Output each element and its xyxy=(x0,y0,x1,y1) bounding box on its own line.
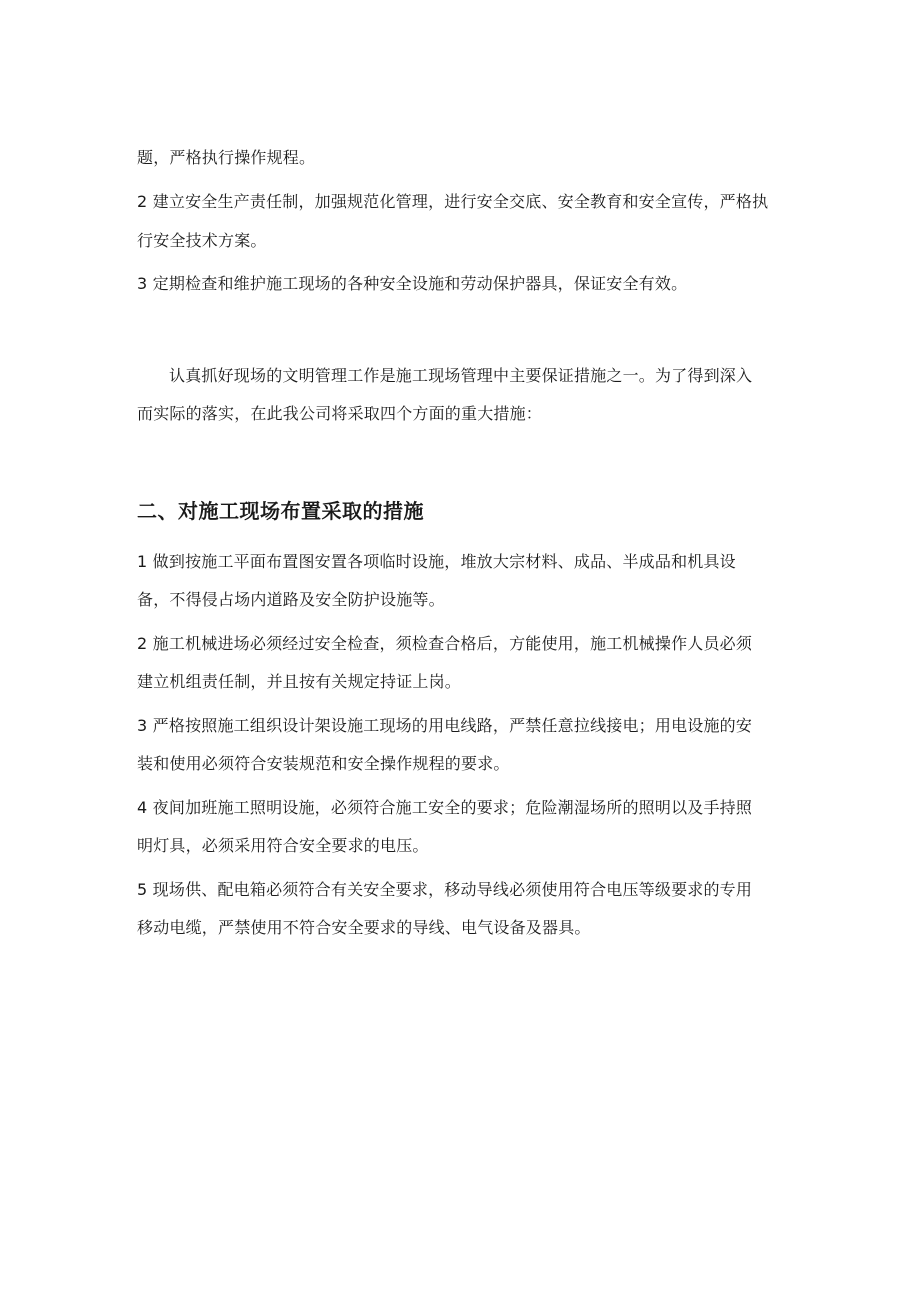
measure-item-2-line-1: 2 施工机械进场必须经过安全检查，须检查合格后，方能使用，施工机械操作人员必须 xyxy=(137,634,753,653)
intro-paragraph-line-2: 而实际的落实，在此我公司将采取四个方面的重大措施： xyxy=(137,404,543,423)
paragraph-continuation: 题，严格执行操作规程。 xyxy=(137,148,316,167)
measure-item-5-line-2: 移动电缆，严禁使用不符合安全要求的导线、电气设备及器具。 xyxy=(137,918,591,937)
measure-item-4-line-2: 明灯具，必须采用符合安全要求的电压。 xyxy=(137,836,429,855)
measure-item-1-line-1: 1 做到按施工平面布置图安置各项临时设施，堆放大宗材料、成品、半成品和机具设 xyxy=(137,552,736,571)
measure-item-3-line-2: 装和使用必须符合安装规范和安全操作规程的要求。 xyxy=(137,754,510,773)
measure-item-3-line-1: 3 严格按照施工组织设计架设施工现场的用电线路，严禁任意拉线接电；用电设施的安 xyxy=(137,716,753,735)
list-item-2-line-1: 2 建立安全生产责任制，加强规范化管理，进行安全交底、安全教育和安全宣传，严格执 xyxy=(137,192,769,211)
intro-paragraph-line-1: 认真抓好现场的文明管理工作是施工现场管理中主要保证措施之一。为了得到深入 xyxy=(169,366,753,385)
measure-item-4-line-1: 4 夜间加班施工照明设施，必须符合施工安全的要求；危险潮湿场所的照明以及手持照 xyxy=(137,798,753,817)
list-item-3-line-1: 3 定期检查和维护施工现场的各种安全设施和劳动保护器具，保证安全有效。 xyxy=(137,274,688,293)
measure-item-5-line-1: 5 现场供、配电箱必须符合有关安全要求，移动导线必须使用符合电压等级要求的专用 xyxy=(137,880,753,899)
measure-item-2-line-2: 建立机组责任制，并且按有关规定持证上岗。 xyxy=(137,672,462,691)
list-item-2-line-2: 行安全技术方案。 xyxy=(137,231,267,250)
measure-item-1-line-2: 备，不得侵占场内道路及安全防护设施等。 xyxy=(137,590,445,609)
section-heading: 二、对施工现场布置采取的措施 xyxy=(137,499,424,523)
